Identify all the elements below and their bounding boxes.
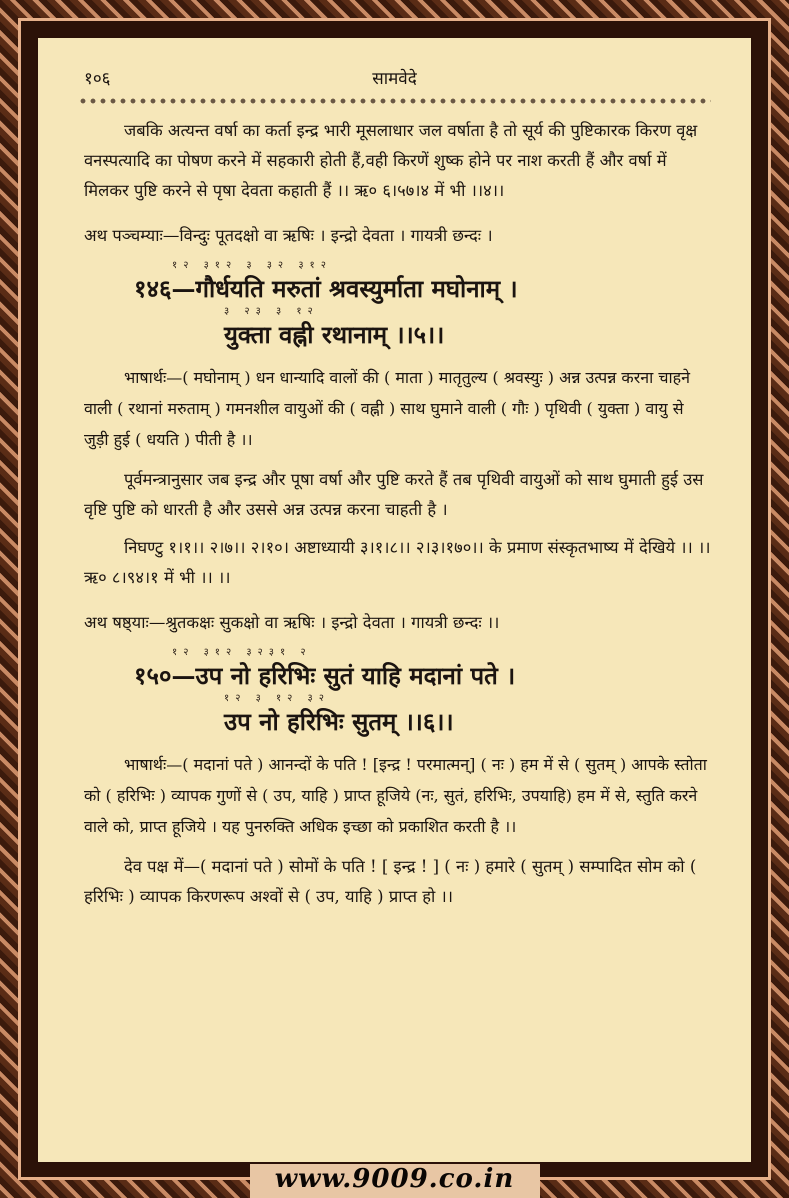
deva-paksha-paragraph: देव पक्ष में—( मदानां पते ) सोमों के पति ! [ इन्द्र ! ] ( नः ) हमारे ( सुतम् ) सम्पादित सोम को ( हरिभिः ) व्यापक किरणरूप अश्वों से ( उप, याहि ) प्राप्त हो ।। — [84, 857, 697, 906]
bhashya-paragraph: पूर्वमन्त्रानुसार जब इन्द्र और पूषा वर्षा और पुष्टि करते हैं तब पृथिवी वायुओं को साथ घुमाती हुई उस वृष्टि पुष्टि को धारती है और उससे अन्न उत्पन्न करना चाहती है । — [84, 470, 704, 519]
page-content — [84, 116, 713, 912]
book-page — [36, 36, 753, 1164]
page-number: १०६ — [84, 69, 111, 89]
svara-marks: ३ २३ ३ १२ — [224, 306, 319, 317]
svara-marks: १२ ३१२ ३ ३२ ३१२ — [172, 260, 332, 271]
svara-marks: १२ ३ १२ ३२ — [224, 693, 330, 704]
watermark-url: www.9009.co.in — [274, 1164, 515, 1194]
bhashya-paragraph: भाषार्थः—( मघोनाम् ) धन धान्यादि वालों की ( माता ) मातृतुल्य ( श्रवस्युः ) अन्न उत्पन्न करना चाहने वाली ( रथानां मरुताम् ) गमनशील वायुओं की ( वह्नी ) साथ घुमाने वाली ( गौः ) पृथिवी ( युक्ता ) वायु से जुड़ी हुई ( धयति ) पीती है ।। — [84, 368, 691, 449]
mantra-line: उप नो हरिभिः सुतम् ।।६।। — [224, 707, 454, 736]
reference-paragraph: निघण्टु १।१।। २।७।। २।१०। अष्टाध्यायी ३।१।८।। २।३।१७०।। के प्रमाण संस्कृतभाष्य में देखिये ।। ।। ऋ० ८।९४।१ में भी ।। ।। — [84, 538, 711, 587]
running-title: सामवेदे — [372, 69, 417, 89]
paragraph-commentary-148: जबकि अत्यन्त वर्षा का कर्ता इन्द्र भारी मूसलाधार जल वर्षाता है तो सूर्य की पुष्टिकारक किरण वृक्ष वनस्पत्यादि का पोषण करने में सहकारी होती हैं,वही किरणें शुष्क होने पर नाश करती हैं और वर्षा में मिलकर पुष्टि करने से पृषा देवता कहाती हैं ।। ऋ० ६।५७।४ में भी ।।४।। — [84, 121, 698, 200]
mantra-149 — [84, 260, 713, 352]
mantra-line: युक्ता वह्नी रथानाम् ।।५।। — [224, 320, 445, 349]
bhashya-paragraph: भाषार्थः—( मदानां पते ) आनन्दों के पति ! [इन्द्र ! परमात्मन्] ( नः ) हम में से ( सुतम् ) आपके स्तोता को ( हरिभिः ) व्यापक गुणों से ( उप, याहि ) प्राप्त हूजिये (नः, सुतं, हरिभिः, उपयाहि) हम में से, स्तुति करने वाले को, प्राप्त हूजिये । यह पुनरुक्ति अधिक इच्छा को प्रकाशित करती है ।। — [84, 755, 707, 836]
rubric-mantra-149: अथ पञ्चम्याः—विन्दुः पूतदक्षो वा ऋषिः । इन्द्रो देवता । गायत्री छन्दः । — [84, 226, 493, 245]
page-header — [78, 62, 711, 92]
mantra-line: १४६—गौर्धयति मरुतां श्रवस्युर्माता मघोनाम् । — [134, 274, 518, 303]
ornamental-divider — [78, 96, 711, 106]
rubric-mantra-150: अथ षष्ठ्याः—श्रुतकक्षः सुकक्षो वा ऋषिः । इन्द्रो देवता । गायत्री छन्दः ।। — [84, 613, 500, 632]
svara-marks: १२ ३१२ ३२३१ २ — [172, 647, 312, 658]
mantra-150 — [84, 647, 713, 739]
mantra-line: १५०—उप नो हरिभिः सुतं याहि मदानां पते । — [134, 661, 516, 690]
